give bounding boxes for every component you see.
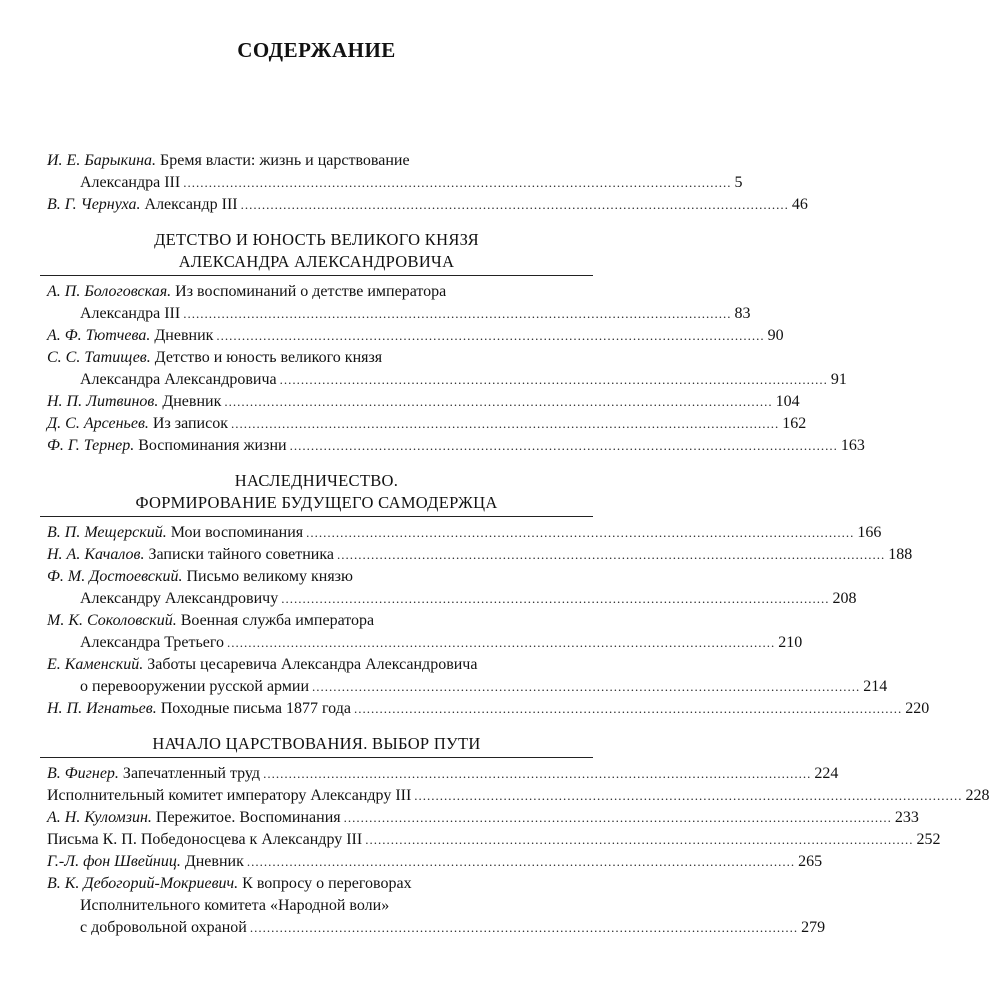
leader-dots: ................................................................................................................................. bbox=[249, 920, 799, 935]
toc-entry: Н. А. Качалов. Записки тайного советника ................................................................................................................................. 188 bbox=[47, 546, 913, 563]
page-number: 214 bbox=[863, 678, 888, 695]
toc-entry: Исполнительный комитет императору Александру III ................................................................................................................................. 228 bbox=[47, 787, 990, 804]
toc-entry-cont: Александра III ................................................................................................................................. 83 bbox=[80, 305, 751, 322]
toc-entry: Письма К. П. Победоносцева к Александру III ................................................................................................................................. 252 bbox=[47, 831, 941, 848]
toc-entry: Ф. Г. Тернер. Воспоминания жизни ................................................................................................................................. 163 bbox=[47, 437, 865, 454]
leader-dots: ................................................................................................................................. bbox=[353, 701, 903, 716]
page-title: СОДЕРЖАНИЕ bbox=[237, 38, 396, 62]
toc-entry: Ф. М. Достоевский. Письмо великому князю bbox=[47, 568, 353, 585]
page-number: 224 bbox=[814, 765, 839, 782]
toc-entry-cont: с добровольной охраной ................................................................................................................................. 279 bbox=[80, 919, 826, 936]
section-heading-childhood: ДЕТСТВО И ЮНОСТЬ ВЕЛИКОГО КНЯЗЯ АЛЕКСАНДРА АЛЕКСАНДРОВИЧА bbox=[154, 230, 479, 271]
leader-dots: ................................................................................................................................. bbox=[414, 788, 963, 803]
leader-dots: ................................................................................................................................. bbox=[279, 372, 828, 387]
page-number: 83 bbox=[734, 305, 751, 322]
toc-entry-barykina bbox=[47, 151, 593, 171]
toc-entry: Н. П. Литвинов. Дневник ................................................................................................................................. 104 bbox=[47, 393, 800, 410]
toc-entry: Е. Каменский. Заботы цесаревича Александра Александровича bbox=[47, 656, 478, 673]
section-divider bbox=[40, 275, 593, 276]
toc-entry-barykina-cont bbox=[80, 173, 743, 193]
leader-dots: ................................................................................................................................. bbox=[246, 854, 796, 869]
page-number: 166 bbox=[857, 524, 882, 541]
leader-dots: ................................................................................................................................. bbox=[224, 394, 773, 409]
leader-dots: ................................................................................................................................. bbox=[306, 525, 855, 540]
leader-dots: ................................................................................................................................. bbox=[263, 766, 812, 781]
section-divider bbox=[40, 516, 593, 517]
page-number: 91 bbox=[830, 371, 847, 388]
toc-entry-cont: Александра Александровича ................................................................................................................................. 91 bbox=[80, 371, 847, 388]
leader-dots: ................................................................................................................................. bbox=[227, 635, 776, 650]
page-number: 5 bbox=[734, 174, 743, 191]
page-number: 279 bbox=[801, 919, 826, 936]
leader-dots: ................................................................................................................................. bbox=[240, 197, 789, 212]
leader-dots: ................................................................................................................................. bbox=[183, 306, 732, 321]
entry-author: В. Г. Чернуха. bbox=[47, 196, 141, 213]
page-number: 208 bbox=[832, 590, 857, 607]
toc-entry-cont: Александру Александровичу ................................................................................................................................. 208 bbox=[80, 590, 857, 607]
entry-title: Александр III bbox=[144, 196, 238, 213]
leader-dots: ................................................................................................................................. bbox=[312, 679, 861, 694]
page-number: 188 bbox=[888, 546, 913, 563]
toc-entry: В. П. Мещерский. Мои воспоминания ................................................................................................................................. 166 bbox=[47, 524, 882, 541]
toc-entry: Н. П. Игнатьев. Походные письма 1877 года ................................................................................................................................. 220 bbox=[47, 700, 930, 717]
toc-entry: А. Н. Куломзин. Пережитое. Воспоминания ................................................................................................................................. 233 bbox=[47, 809, 919, 826]
toc-entry-chernukha bbox=[47, 195, 808, 215]
leader-dots: ................................................................................................................................. bbox=[336, 547, 886, 562]
toc-entry: В. Фигнер. Запечатленный труд ................................................................................................................................. 224 bbox=[47, 765, 839, 782]
leader-dots: ................................................................................................................................. bbox=[343, 810, 892, 825]
toc-entry: С. С. Татищев. Детство и юность великого князя bbox=[47, 349, 383, 366]
toc-entry: В. К. Дебогорий-Мокриевич. К вопросу о переговорах bbox=[47, 875, 412, 892]
leader-dots: ................................................................................................................................. bbox=[183, 175, 732, 190]
section-heading-reign: НАЧАЛО ЦАРСТВОВАНИЯ. ВЫБОР ПУТИ bbox=[152, 734, 481, 753]
toc-entry-cont: Александра Третьего ................................................................................................................................. 210 bbox=[80, 634, 803, 651]
toc-entry: М. К. Соколовский. Военная служба императора bbox=[47, 612, 375, 629]
leader-dots: ................................................................................................................................. bbox=[216, 328, 765, 343]
toc-entry: А. Ф. Тютчева. Дневник ................................................................................................................................. 90 bbox=[47, 327, 784, 344]
page-number: 228 bbox=[965, 787, 990, 804]
entry-title: Александра III bbox=[80, 174, 181, 191]
page-number: 104 bbox=[775, 393, 800, 410]
leader-dots: ................................................................................................................................. bbox=[289, 438, 838, 453]
page-number: 90 bbox=[767, 327, 784, 344]
entry-title: Бремя власти: жизнь и царствование bbox=[160, 152, 410, 169]
page-number: 163 bbox=[840, 437, 865, 454]
toc-entry-cont: о перевооружении русской армии ................................................................................................................................. 214 bbox=[80, 678, 888, 695]
toc-entry-cont: Исполнительного комитета «Народной воли» bbox=[80, 897, 390, 914]
page-number: 162 bbox=[782, 415, 807, 432]
entry-author: И. Е. Барыкина. bbox=[47, 152, 157, 169]
leader-dots: ................................................................................................................................. bbox=[365, 832, 914, 847]
page-number: 233 bbox=[894, 809, 919, 826]
toc-entry: Г.-Л. фон Швейниц. Дневник ................................................................................................................................. 265 bbox=[47, 853, 823, 870]
page-number: 220 bbox=[905, 700, 930, 717]
leader-dots: ................................................................................................................................. bbox=[281, 591, 830, 606]
page-number: 46 bbox=[791, 196, 808, 213]
section-heading-heir: НАСЛЕДНИЧЕСТВО. ФОРМИРОВАНИЕ БУДУЩЕГО САМОДЕРЖЦА bbox=[135, 471, 498, 512]
toc-entry: А. П. Бологовская. Из воспоминаний о детстве императора bbox=[47, 283, 447, 300]
page-number: 265 bbox=[798, 853, 823, 870]
toc-entry: Д. С. Арсеньев. Из записок ................................................................................................................................. 162 bbox=[47, 415, 807, 432]
page-number: 252 bbox=[916, 831, 941, 848]
leader-dots: ................................................................................................................................. bbox=[230, 416, 780, 431]
page-number: 210 bbox=[778, 634, 803, 651]
section-divider bbox=[40, 757, 593, 758]
